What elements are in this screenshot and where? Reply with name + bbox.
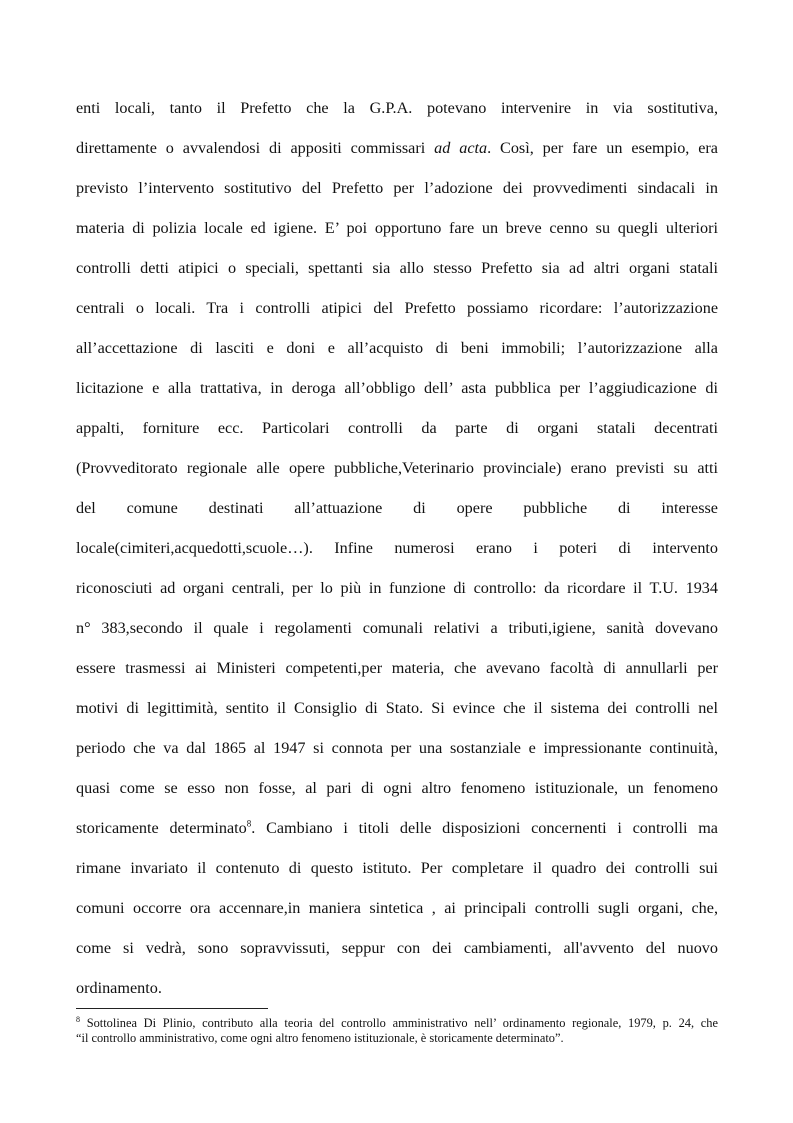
text-line (76, 132, 718, 172)
footnote-separator (76, 1008, 268, 1009)
text-line: ordinamento. (76, 979, 162, 997)
text-line: (Provveditorato regionale alle opere pubbliche,Veterinario provinciale) erano previsti su atti (76, 459, 718, 477)
text-line: licitazione e alla trattativa, in deroga all’obbligo dell’ asta pubblica per l’aggiudicazione di (76, 379, 718, 397)
body-paragraph (76, 92, 718, 1012)
text-line: enti locali, tanto il Prefetto che la G.P.A. potevano intervenire in via sostitutiva, (76, 99, 718, 117)
text-line: all’accettazione di lasciti e doni e all’acquisto di beni immobili; l’autorizzazione alla (76, 339, 718, 357)
text-line: locale(cimiteri,acquedotti,scuole…). Infine numerosi erano i poteri di intervento (76, 539, 718, 557)
text-line: del comune destinati all’attuazione di opere pubbliche di interesse (76, 499, 718, 517)
text-line: quasi come se esso non fosse, al pari di ogni altro fenomeno istituzionale, un fenomeno (76, 779, 718, 797)
text-line: appalti, forniture ecc. Particolari controlli da parte di organi statali decentrati (76, 419, 718, 437)
text-line (76, 812, 718, 852)
text-line: motivi di legittimità, sentito il Consiglio di Stato. Si evince che il sistema dei controlli nel (76, 699, 718, 717)
footnote (76, 1016, 718, 1046)
footnote-line: “il controllo amministrativo, come ogni altro fenomeno istituzionale, è storicamente determinato”. (76, 1031, 564, 1045)
footnote-line (76, 1016, 718, 1031)
text-run: direttamente o avvalendosi di appositi commissari (76, 139, 435, 157)
text-line: periodo che va dal 1865 al 1947 si connota per una sostanziale e impressionante continuità, (76, 739, 718, 757)
text-line: controlli detti atipici o speciali, spettanti sia allo stesso Prefetto sia ad altri organi statali (76, 259, 718, 277)
text-line: come si vedrà, sono sopravvissuti, seppur con dei cambiamenti, all'avvento del nuovo (76, 939, 718, 957)
footnote-marker: 8 (76, 1014, 80, 1024)
footnote-text: Sottolinea Di Plinio, contributo alla teoria del controllo amministrativo nell’ ordinamento regionale, 1979, p. 24, che (80, 1016, 718, 1030)
text-line: previsto l’intervento sostitutivo del Prefetto per l’adozione dei provvedimenti sindacali in (76, 179, 718, 197)
footnote-reference[interactable]: 8 (246, 818, 252, 829)
text-run: . Cambiano i titoli delle disposizioni concernenti i controlli ma (251, 819, 718, 837)
text-line: essere trasmessi ai Ministeri competenti,per materia, che avevano facoltà di annullarli per (76, 659, 718, 677)
italic-term: ad acta (434, 139, 488, 157)
text-line: n° 383,secondo il quale i regolamenti comunali relativi a tributi,igiene, sanità dovevano (76, 619, 718, 637)
text-run: storicamente determinato (76, 819, 247, 837)
text-line: riconosciuti ad organi centrali, per lo più in funzione di controllo: da ricordare il T.U. 1934 (76, 579, 718, 597)
text-line: centrali o locali. Tra i controlli atipici del Prefetto possiamo ricordare: l’autorizzazione (76, 299, 718, 317)
text-line: comuni occorre ora accennare,in maniera sintetica , ai principali controlli sugli organi, che, (76, 899, 718, 917)
text-run: . Così, per fare un esempio, era (487, 139, 718, 157)
text-line: materia di polizia locale ed igiene. E’ poi opportuno fare un breve cenno su quegli ulteriori (76, 219, 718, 237)
text-line: rimane invariato il contenuto di questo istituto. Per completare il quadro dei controlli sui (76, 859, 718, 877)
